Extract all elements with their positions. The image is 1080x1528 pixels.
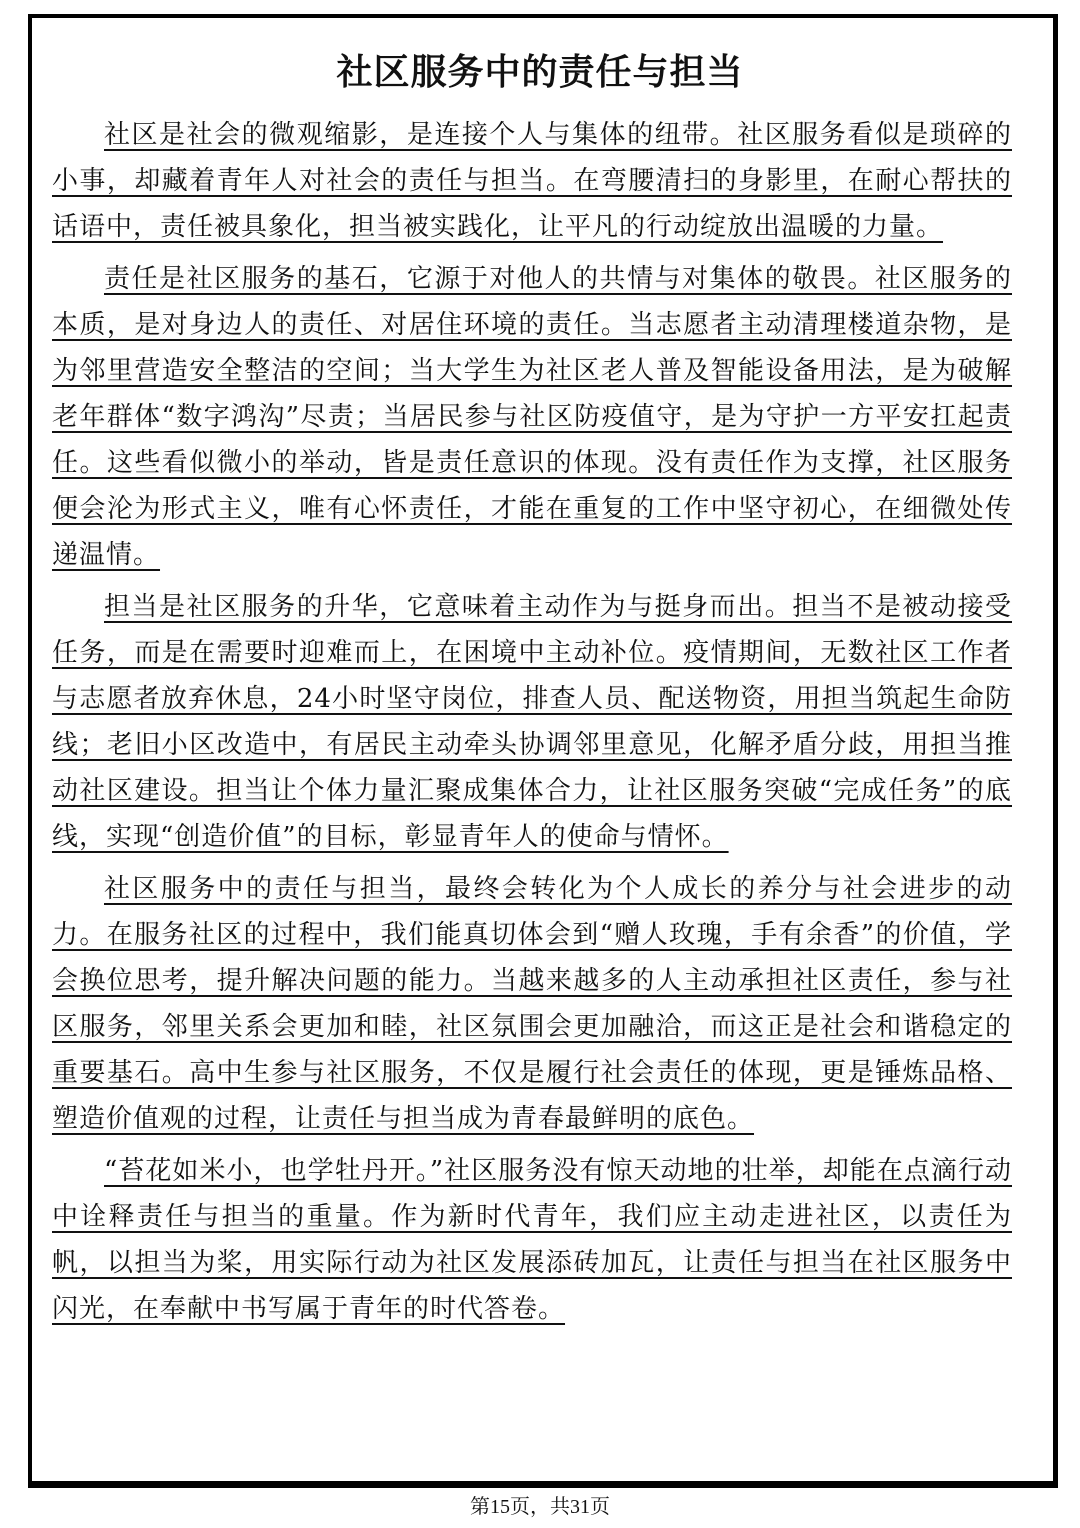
paragraph-4: 社区服务中的责任与担当，最终会转化为个人成长的养分与社会进步的动力。在服务社区的过程中，我们能真切体会到“赠人玫瑰，手有余香”的价值，学会换位思考，提升解决问题的能力。当越来越多的人主动承担社区责任，参与社区服务，邻里关系会更加和睦，社区氛围会更加融洽，而这正是社会和谐稳定的重要基石。高中生参与社区服务，不仅是履行社会责任的体现，更是锤炼品格、塑造价值观的过程，让责任与担当成为青春最鲜明的底色。: [52, 874, 1012, 1134]
page-number: 第15页，共31页: [470, 1496, 610, 1518]
paragraph-2: 责任是社区服务的基石，它源于对他人的共情与对集体的敬畏。社区服务的本质，是对身边人的责任、对居住环境的责任。当志愿者主动清理楼道杂物，是为邻里营造安全整洁的空间；当大学生为社区老人普及智能设备用法，是为破解老年群体“数字鸿沟”尽责；当居民参与社区防疫值守，是为守护一方平安扛起责任。这些看似微小的举动，皆是责任意识的体现。没有责任作为支撑，社区服务便会沦为形式主义，唯有心怀责任，才能在重复的工作中坚守初心，在细微处传递温情。: [52, 264, 1012, 570]
essay-body: [52, 112, 1012, 1338]
paragraph-5: “苔花如米小，也学牡丹开。”社区服务没有惊天动地的壮举，却能在点滴行动中诠释责任与担当的重量。作为新时代青年，我们应主动走进社区，以责任为帆，以担当为桨，用实际行动为社区发展添砖加瓦，让责任与担当在社区服务中闪光，在奉献中书写属于青年的时代答卷。: [52, 1156, 1012, 1324]
essay-title: 社区服务中的责任与担当: [336, 52, 744, 93]
paragraph-3: 担当是社区服务的升华，它意味着主动作为与挺身而出。担当不是被动接受任务，而是在需要时迎难而上，在困境中主动补位。疫情期间，无数社区工作者与志愿者放弃休息，24小时坚守岗位，排查人员、配送物资，用担当筑起生命防线；老旧小区改造中，有居民主动牵头协调邻里意见，化解矛盾分歧，用担当推动社区建设。担当让个体力量汇聚成集体合力，让社区服务突破“完成任务”的底线，实现“创造价值”的目标，彰显青年人的使命与情怀。: [52, 592, 1012, 852]
paragraph-1: 社区是社会的微观缩影，是连接个人与集体的纽带。社区服务看似是琐碎的小事，却藏着青年人对社会的责任与担当。在弯腰清扫的身影里，在耐心帮扶的话语中，责任被具象化，担当被实践化，让平凡的行动绽放出温暖的力量。: [52, 120, 1012, 242]
